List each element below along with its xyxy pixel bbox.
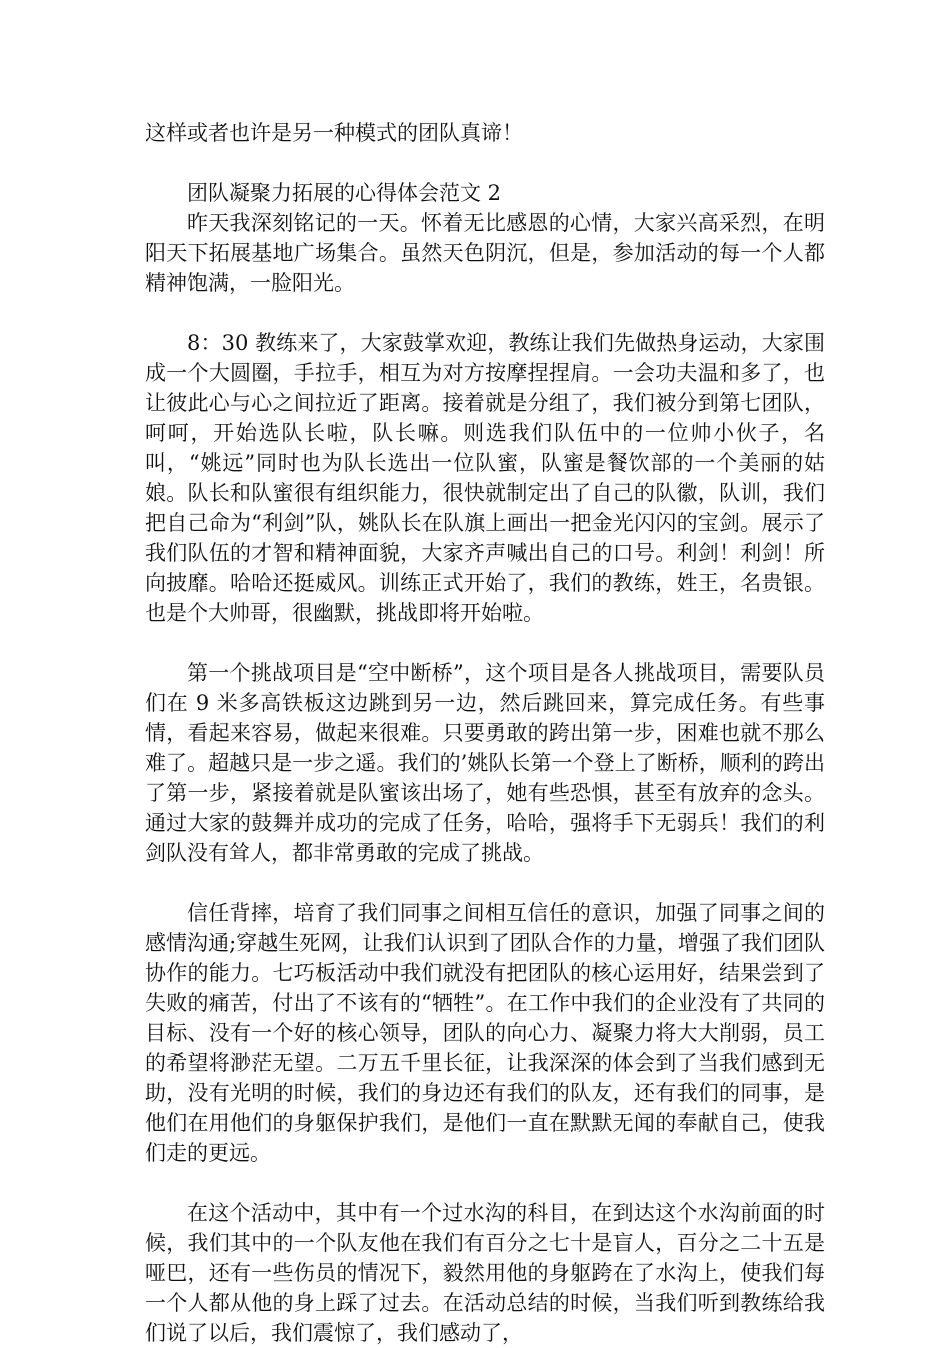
paragraph-water-ditch: 在这个活动中，其中有一个过水沟的科目，在到达这个水沟前面的时候，我们其中的一个队友他在我们有百分之七十是盲人，百分之二十五是哑巴，还有一些伤员的情况下，毅然用他的身躯跨在了水沟上，使我们每一个人都从他的身上踩了过去。在活动总结的时候，当我们听到教练给我们说了以后，我们震惊了，我们感动了， [145, 1201, 825, 1345]
lead-line: 这样或者也许是另一种模式的团队真谛！ [145, 121, 523, 145]
article-heading: 团队凝聚力拓展的心得体会范文 2 [187, 181, 502, 205]
spacer [145, 868, 825, 898]
document-body [145, 118, 825, 1348]
paragraph-warmup: 8：30 教练来了，大家鼓掌欢迎，教练让我们先做热身运动，大家围成一个大圆圈，手拉手，相互为对方按摩捏捏肩。一会功夫温和多了，也让彼此心与心之间拉近了距离。接着就是分组了，我们被分到第七团队，呵呵，开始选队长啦，队长嘛。则选我们队伍中的一位帅小伙子，名叫，“姚远”同时也为队长选出一位队蜜，队蜜是餐饮部的一个美丽的姑娘。队长和队蜜很有组织能力，很快就制定出了自己的队徽，队训，我们把自己命为“利剑”队，姚队长在队旗上画出一把金光闪闪的宝剑。展示了我们队伍的才智和精神面貌，大家齐声喊出自己的口号。利剑！利剑！所向披靡。哈哈还挺威风。训练正式开始了，我们的教练，姓王，名贵银。也是个大帅哥，很幽默，挑战即将开始啦。 [145, 331, 825, 625]
spacer [145, 298, 825, 328]
spacer [145, 1168, 825, 1198]
spacer [145, 148, 825, 178]
paragraph-intro: 昨天我深刻铭记的一天。怀着无比感恩的心情，大家兴高采烈，在明阳天下拓展基地广场集合。虽然天色阴沉，但是，参加活动的每一个人都精神饱满，一脸阳光。 [145, 211, 825, 295]
paragraph-bridge-challenge: 第一个挑战项目是“空中断桥”，这个项目是各人挑战项目，需要队员们在 9 米多高铁板这边跳到另一边，然后跳回来，算完成任务。有些事情，看起来容易，做起来很难。只要勇敢的跨出第一步，困难也就不那么难了。超越只是一步之遥。我们的’姚队长第一个登上了断桥，顺利的跨出了第一步，紧接着就是队蜜该出场了，她有些恐惧，甚至有放弃的念头。通过大家的鼓舞并成功的完成了任务，哈哈，强将手下无弱兵！我们的利剑队没有耸人，都非常勇敢的完成了挑战。 [145, 661, 825, 865]
spacer [145, 628, 825, 658]
paragraph-trust-fall: 信任背摔，培育了我们同事之间相互信任的意识，加强了同事之间的感情沟通;穿越生死网，让我们认识到了团队合作的力量，增强了我们团队协作的能力。七巧板活动中我们就没有把团队的核心运用好，结果尝到了失败的痛苦，付出了不该有的“牺牲”。在工作中我们的企业没有了共同的目标、没有一个好的核心领导，团队的向心力、凝聚力将大大削弱，员工的希望将渺茫无望。二万五千里长征，让我深深的体会到了当我们感到无助，没有光明的时候，我们的身边还有我们的队友，还有我们的同事，是他们在用他们的身躯保护我们，是他们一直在默默无闻的奉献自己，使我们走的更远。 [145, 901, 825, 1165]
